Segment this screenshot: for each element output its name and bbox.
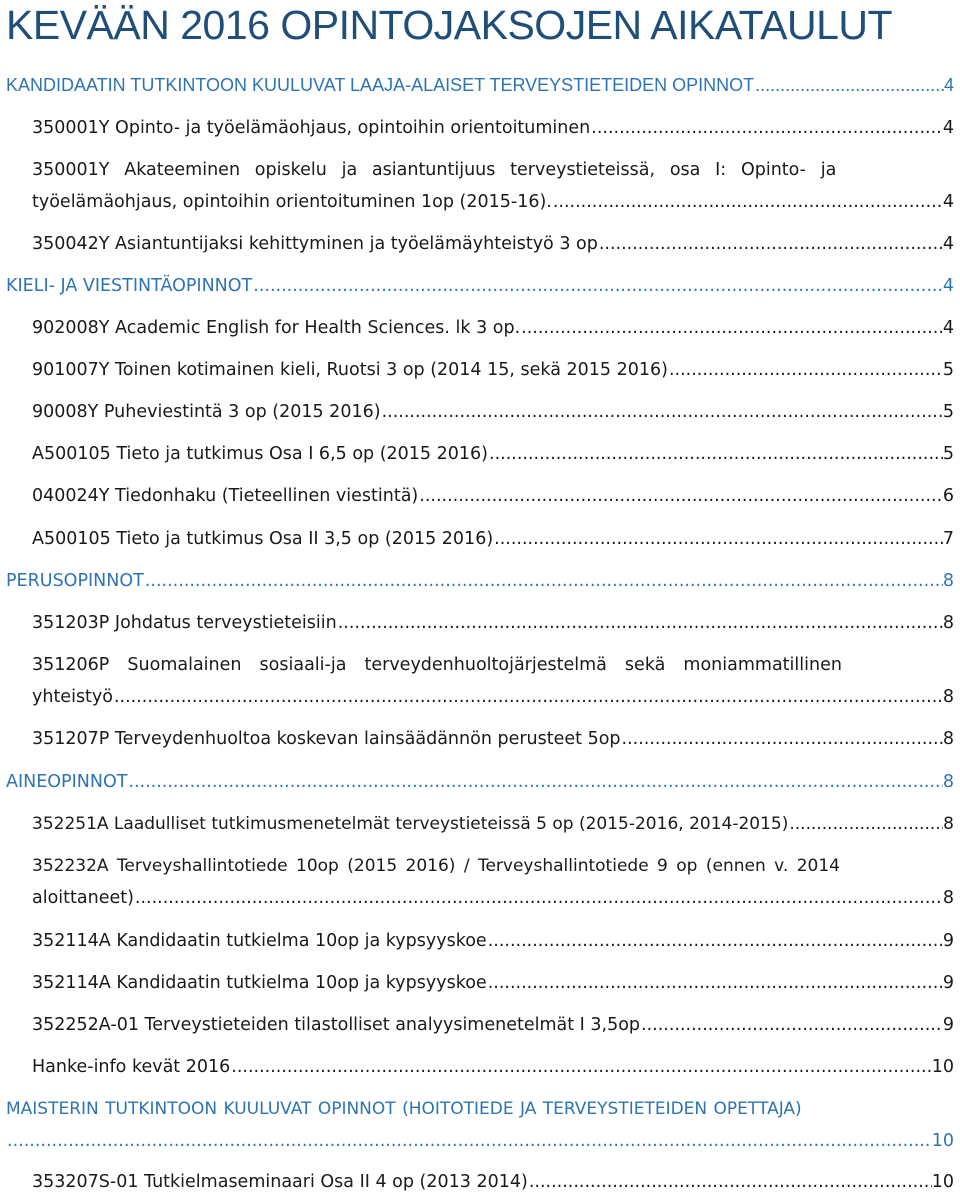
toc-entry-text: 351207P Terveydenhuoltoa koskevan lainsäädännön perusteet 5op: [32, 729, 621, 749]
toc-entry[interactable]: [32, 883, 954, 913]
toc-page-number: 8: [942, 772, 954, 792]
toc-entry[interactable]: [32, 724, 954, 754]
toc-entry-text: 352251A Laadulliset tutkimusmenetelmät terveystieteissä 5 op (2015-2016, 2014-2015): [32, 814, 789, 834]
toc-entry-first-line[interactable]: [32, 155, 954, 185]
dot-leader: [252, 271, 943, 301]
toc-entry-text: aloittaneet): [32, 888, 134, 908]
dot-leader: [127, 767, 942, 797]
toc-entry-text: MAISTERIN TUTKINTOON KUULUVAT OPINNOT (HOITOTIEDE JA TERVEYSTIETEIDEN OPETTAJA): [6, 1099, 802, 1119]
toc-entry-text: PERUSOPINNOT: [6, 571, 144, 591]
dot-leader: [337, 608, 943, 638]
toc-entry-text: AINEOPINNOT: [6, 772, 128, 792]
toc-entry-text: 352232A Terveyshallintotiede 10op (2015 2016) / Terveyshallintotiede 9 op (ennen v. 2014: [32, 856, 840, 876]
toc-entry[interactable]: [32, 608, 954, 638]
toc-entry[interactable]: [32, 1052, 954, 1082]
toc-entry-text: 351206P Suomalainen sosiaali-ja terveydenhuoltojärjestelmä sekä moniammatillinen: [32, 655, 842, 675]
dot-leader: [520, 313, 943, 343]
toc-page-number: 6: [942, 486, 954, 506]
dot-leader: [418, 481, 943, 511]
toc-entry[interactable]: [32, 113, 954, 143]
toc-page-number: 4: [942, 192, 954, 212]
toc-page-number: 4: [943, 75, 954, 95]
toc-entry-text: 90008Y Puheviestintä 3 op (2015 2016): [32, 402, 381, 422]
toc-page-number: 8: [942, 687, 954, 707]
toc-entry[interactable]: [32, 926, 954, 956]
toc-entry-section[interactable]: [6, 767, 954, 797]
dot-leader: [487, 926, 943, 956]
toc-entry-text: KANDIDAATIN TUTKINTOON KUULUVAT LAAJA-ALAISET TERVEYSTIETEIDEN OPINNOT: [6, 75, 755, 95]
toc-entry-text: 350001Y Opinto- ja työelämäohjaus, opintoihin orientoituminen: [32, 118, 591, 138]
toc-entry-text: yhteistyö: [32, 687, 113, 707]
toc-page-number: 8: [942, 729, 954, 749]
toc-entry-text: 352114A Kandidaatin tutkielma 10op ja kypsyyskoe: [32, 973, 487, 993]
dot-leader: [590, 113, 943, 143]
dot-leader: [134, 883, 943, 913]
toc-entry-text: 350042Y Asiantuntijaksi kehittyminen ja työelämäyhteistyö 3 op: [32, 234, 598, 254]
toc-entry[interactable]: [32, 1010, 954, 1040]
toc-entry-text: 350001Y Akateeminen opiskelu ja asiantuntijuus terveystieteissä, osa I: Opinto- ja: [32, 160, 837, 180]
toc-entry-text: A500105 Tieto ja tutkimus Osa I 6,5 op (2015 2016): [32, 444, 488, 464]
toc-entry-first-line[interactable]: [32, 650, 954, 680]
dot-leader: [668, 355, 943, 385]
toc-entry[interactable]: [32, 313, 954, 343]
toc-entry-section[interactable]: [6, 1126, 954, 1156]
toc-entry-section[interactable]: [6, 271, 954, 301]
toc-entry-text: 901007Y Toinen kotimainen kieli, Ruotsi 3 op (2014 15, sekä 2015 2016): [32, 360, 668, 380]
toc-page-number: 5: [942, 402, 954, 422]
toc-page-number: 8: [943, 814, 954, 834]
dot-leader: [621, 724, 943, 754]
toc-entry[interactable]: [32, 682, 954, 712]
toc-page-number: 9: [942, 973, 954, 993]
dot-leader: [493, 524, 943, 554]
toc-entry[interactable]: [32, 187, 954, 217]
toc-page-number: 5: [942, 444, 954, 464]
toc-page-number: 10: [931, 1057, 954, 1077]
dot-leader: [230, 1052, 931, 1082]
dot-leader: [788, 809, 943, 839]
toc-entry-text: 353207S-01 Tutkielmaseminaari Osa II 4 op (2013 2014): [32, 1172, 528, 1192]
dot-leader: [754, 70, 944, 100]
dot-leader: [598, 229, 943, 259]
dot-leader: [144, 566, 943, 596]
toc-entry[interactable]: [32, 397, 954, 427]
toc-entry-section[interactable]: [6, 70, 954, 100]
toc-page-number: 8: [942, 613, 954, 633]
toc-page-number: 5: [942, 360, 954, 380]
dot-leader: [640, 1010, 943, 1040]
dot-leader: [6, 1126, 932, 1156]
toc-entry[interactable]: [32, 1167, 954, 1197]
toc-entry[interactable]: [32, 439, 954, 469]
toc-page-number: 9: [942, 931, 954, 951]
toc-page-number: 4: [942, 318, 954, 338]
page-title: KEVÄÄN 2016 OPINTOJAKSOJEN AIKATAULUT: [6, 2, 893, 48]
toc-entry-text: työelämäohjaus, opintoihin orientoituminen 1op (2015-16).: [32, 192, 552, 212]
toc-entry[interactable]: [32, 355, 954, 385]
toc-entry-text: Hanke-info kevät 2016: [32, 1057, 231, 1077]
toc-page-number: 10: [931, 1172, 954, 1192]
toc-entry[interactable]: [32, 809, 954, 839]
toc-entry-text: 902008Y Academic English for Health Sciences. lk 3 op.: [32, 318, 521, 338]
toc-entry-first-line[interactable]: [32, 851, 954, 881]
toc-entry-text: 351203P Johdatus terveystieteisiin: [32, 613, 337, 633]
toc-page-number: 9: [942, 1015, 954, 1035]
dot-leader: [381, 397, 943, 427]
toc-page-number: 8: [942, 888, 954, 908]
dot-leader: [552, 187, 943, 217]
toc-entry-section-first-line[interactable]: [6, 1094, 956, 1124]
toc-entry-text: 040024Y Tiedonhaku (Tieteellinen viestintä): [32, 486, 419, 506]
toc-page-number: 4: [942, 276, 954, 296]
dot-leader: [487, 968, 943, 998]
toc-entry[interactable]: [32, 229, 954, 259]
toc-entry-text: KIELI- JA VIESTINTÄOPINNOT: [6, 276, 253, 296]
toc-entry[interactable]: [32, 481, 954, 511]
toc-page-number: 7: [942, 529, 954, 549]
dot-leader: [528, 1167, 932, 1197]
toc-entry-section[interactable]: [6, 566, 954, 596]
toc-page-number: 10: [931, 1131, 954, 1151]
toc-page-number: 4: [942, 234, 954, 254]
toc-entry-text: A500105 Tieto ja tutkimus Osa II 3,5 op (2015 2016): [32, 529, 494, 549]
toc-entry-text: 352114A Kandidaatin tutkielma 10op ja kypsyyskoe: [32, 931, 487, 951]
dot-leader: [113, 682, 943, 712]
toc-entry[interactable]: [32, 968, 954, 998]
toc-entry[interactable]: [32, 524, 954, 554]
toc-entry-text: 352252A-01 Terveystieteiden tilastolliset analyysimenetelmät I 3,5op: [32, 1015, 641, 1035]
toc-page-number: 8: [942, 571, 954, 591]
dot-leader: [488, 439, 943, 469]
toc-page-number: 4: [942, 118, 954, 138]
